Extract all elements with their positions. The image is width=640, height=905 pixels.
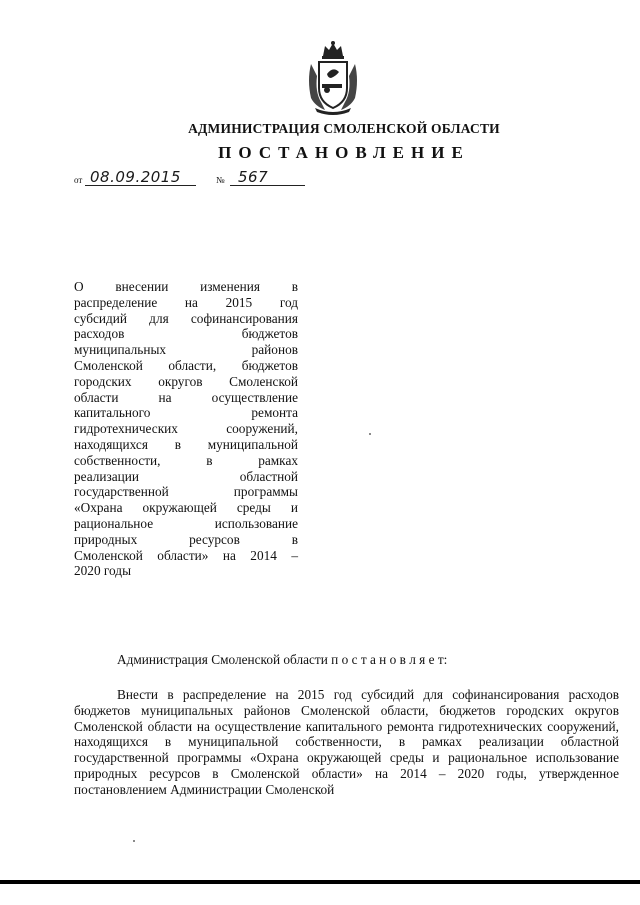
preamble-text: Администрация Смоленской области п о с т а н о в л я е т: bbox=[117, 652, 448, 667]
subject-line: капитального ремонта bbox=[74, 405, 298, 421]
subject-line: собственности, в рамках bbox=[74, 452, 298, 468]
subject-line: государственной программы bbox=[74, 484, 298, 500]
subject-line: Смоленской области» на 2014 – bbox=[74, 547, 298, 563]
date-value-handwritten: 08.09.2015 bbox=[90, 168, 181, 186]
organization-name: АДМИНИСТРАЦИЯ СМОЛЕНСКОЙ ОБЛАСТИ bbox=[188, 121, 500, 136]
date-number-line bbox=[74, 166, 314, 188]
subject-line: муниципальных районов bbox=[74, 342, 298, 358]
subject-line: расходов бюджетов bbox=[74, 326, 298, 342]
subject-line: Смоленской области, бюджетов bbox=[74, 357, 298, 373]
subject-line: 2020 годы bbox=[74, 563, 132, 579]
subject-line: субсидий для софинансирования bbox=[74, 310, 298, 326]
subject-line: природных ресурсов в bbox=[74, 531, 298, 547]
scan-speck bbox=[369, 433, 371, 435]
page-bottom-edge bbox=[0, 880, 640, 884]
date-label: от bbox=[74, 175, 83, 185]
scan-speck bbox=[133, 840, 135, 842]
subject-line: распределение на 2015 год bbox=[74, 294, 298, 310]
subject-line: рациональное использование bbox=[74, 515, 298, 531]
body-paragraph: Внести в распределение на 2015 год субсидий для софинансирования расходов бюджетов муниципальных районов Смоленской области, бюджетов городских округов Смоленской области на осуществление капитального ремонта гидротехнических сооружений, находящихся в муниципальной собственности, в рамках реализации областной государственной программы «Охрана окружающей среды и рациональное использование природных ресурсов в Смоленской области» на 2014 – 2020 годы, утвержденное постановлением Администрации Смоленской bbox=[74, 687, 619, 797]
subject-line: гидротехнических сооружений, bbox=[74, 421, 298, 437]
document-type-title: ПОСТАНОВЛЕНИЕ bbox=[218, 143, 470, 162]
subject-line: городских округов Смоленской bbox=[74, 373, 298, 389]
number-value-handwritten: 567 bbox=[238, 168, 269, 186]
coat-of-arms-emblem bbox=[301, 40, 365, 116]
subject-line: реализации областной bbox=[74, 468, 298, 484]
subject-line: области на осуществление bbox=[74, 389, 298, 405]
number-label: № bbox=[216, 175, 225, 185]
subject-line: «Охрана окружающей среды и bbox=[74, 500, 298, 516]
subject-line: О внесении изменения в bbox=[74, 279, 298, 294]
document-subject bbox=[74, 279, 298, 579]
subject-line: находящихся в муниципальной bbox=[74, 436, 298, 452]
